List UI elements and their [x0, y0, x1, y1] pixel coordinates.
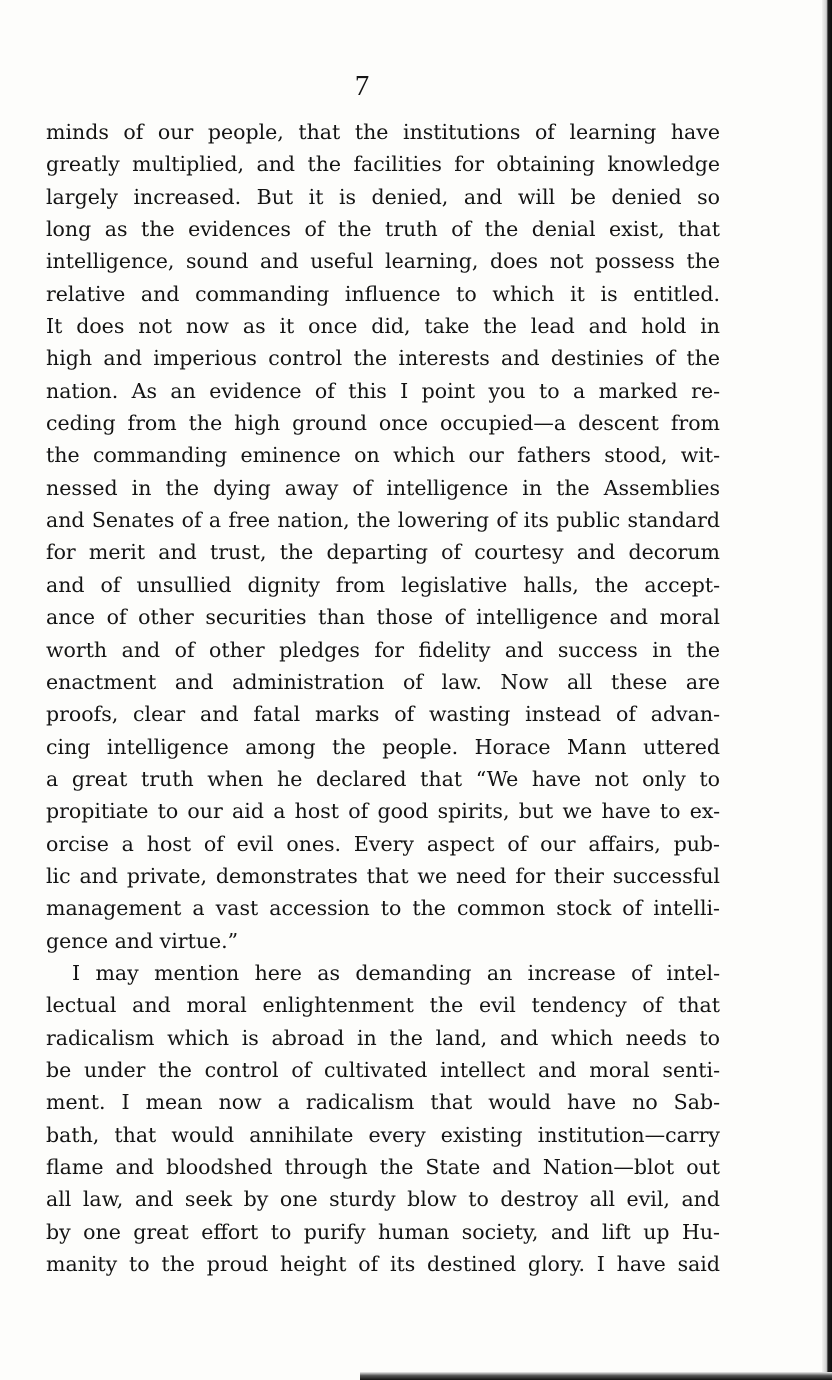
- text-line: the commanding eminence on which our fathers stood, wit-: [46, 443, 720, 468]
- text-line: high and imperious control the interests and destinies of the: [46, 346, 720, 371]
- text-line: enactment and administration of law. Now all these are: [46, 669, 720, 694]
- text-line: minds of our people, that the institutions of learning have: [46, 120, 720, 144]
- text-line: It does not now as it once did, take the lead and hold in: [46, 314, 720, 339]
- text-line: largely increased. But it is denied, and will be denied so: [46, 184, 720, 209]
- text-line: all law, and seek by one sturdy blow to destroy all evil, and: [46, 1187, 720, 1212]
- paragraph-start-line: I may mention here as demanding an increase of intel-: [72, 960, 720, 985]
- text-line: proofs, clear and fatal marks of wasting instead of advan-: [46, 702, 720, 727]
- paragraph-end-line: gence and virtue.”: [46, 928, 239, 953]
- text-line: nation. As an evidence of this I point you to a marked re-: [46, 378, 720, 403]
- text-line: orcise a host of evil ones. Every aspect of our affairs, pub-: [46, 831, 720, 856]
- text-line: lic and private, demonstrates that we need for their successful: [46, 863, 720, 888]
- text-line: ment. I mean now a radicalism that would have no Sab-: [46, 1090, 720, 1115]
- text-line: relative and commanding influence to which it is entitled.: [46, 281, 720, 306]
- text-line: nessed in the dying away of intelligence in the Assemblies: [46, 475, 720, 500]
- text-line: for merit and trust, the departing of courtesy and decorum: [46, 540, 720, 565]
- text-line: cing intelligence among the people. Horace Mann uttered: [46, 734, 720, 759]
- text-line: lectual and moral enlightenment the evil tendency of that: [46, 993, 720, 1018]
- text-line: manity to the proud height of its destined glory. I have said: [46, 1252, 720, 1277]
- page-edge-shadow: [822, 0, 832, 1380]
- text-line: management a vast accession to the common stock of intelli-: [46, 896, 720, 921]
- text-line: propitiate to our aid a host of good spirits, but we have to ex-: [46, 799, 720, 824]
- text-line: be under the control of cultivated intellect and moral senti-: [46, 1057, 720, 1082]
- text-line: flame and bloodshed through the State and Nation—blot out: [46, 1155, 720, 1179]
- text-line: ance of other securities than those of intelligence and moral: [46, 605, 720, 630]
- text-line: and of unsullied dignity from legislative halls, the accept-: [46, 572, 720, 597]
- text-line: bath, that would annihilate every existing institution—carry: [46, 1122, 720, 1147]
- text-line: intelligence, sound and useful learning, does not possess the: [46, 249, 720, 274]
- text-line: by one great effort to purify human society, and lift up Hu-: [46, 1219, 720, 1244]
- body-text: [46, 116, 720, 1280]
- text-line: radicalism which is abroad in the land, and which needs to: [46, 1025, 720, 1050]
- text-line: a great truth when he declared that “We have not only to: [46, 766, 720, 791]
- text-line: long as the evidences of the truth of the denial exist, that: [46, 217, 720, 242]
- page-number: 7: [354, 70, 370, 102]
- text-line: worth and of other pledges for fidelity and success in the: [46, 637, 720, 662]
- page-bottom-shadow: [360, 1372, 832, 1380]
- text-line: and Senates of a free nation, the lowering of its public standard: [46, 508, 720, 533]
- text-line: ceding from the high ground once occupied—a descent from: [46, 411, 720, 436]
- text-line: greatly multiplied, and the facilities for obtaining knowledge: [46, 152, 720, 177]
